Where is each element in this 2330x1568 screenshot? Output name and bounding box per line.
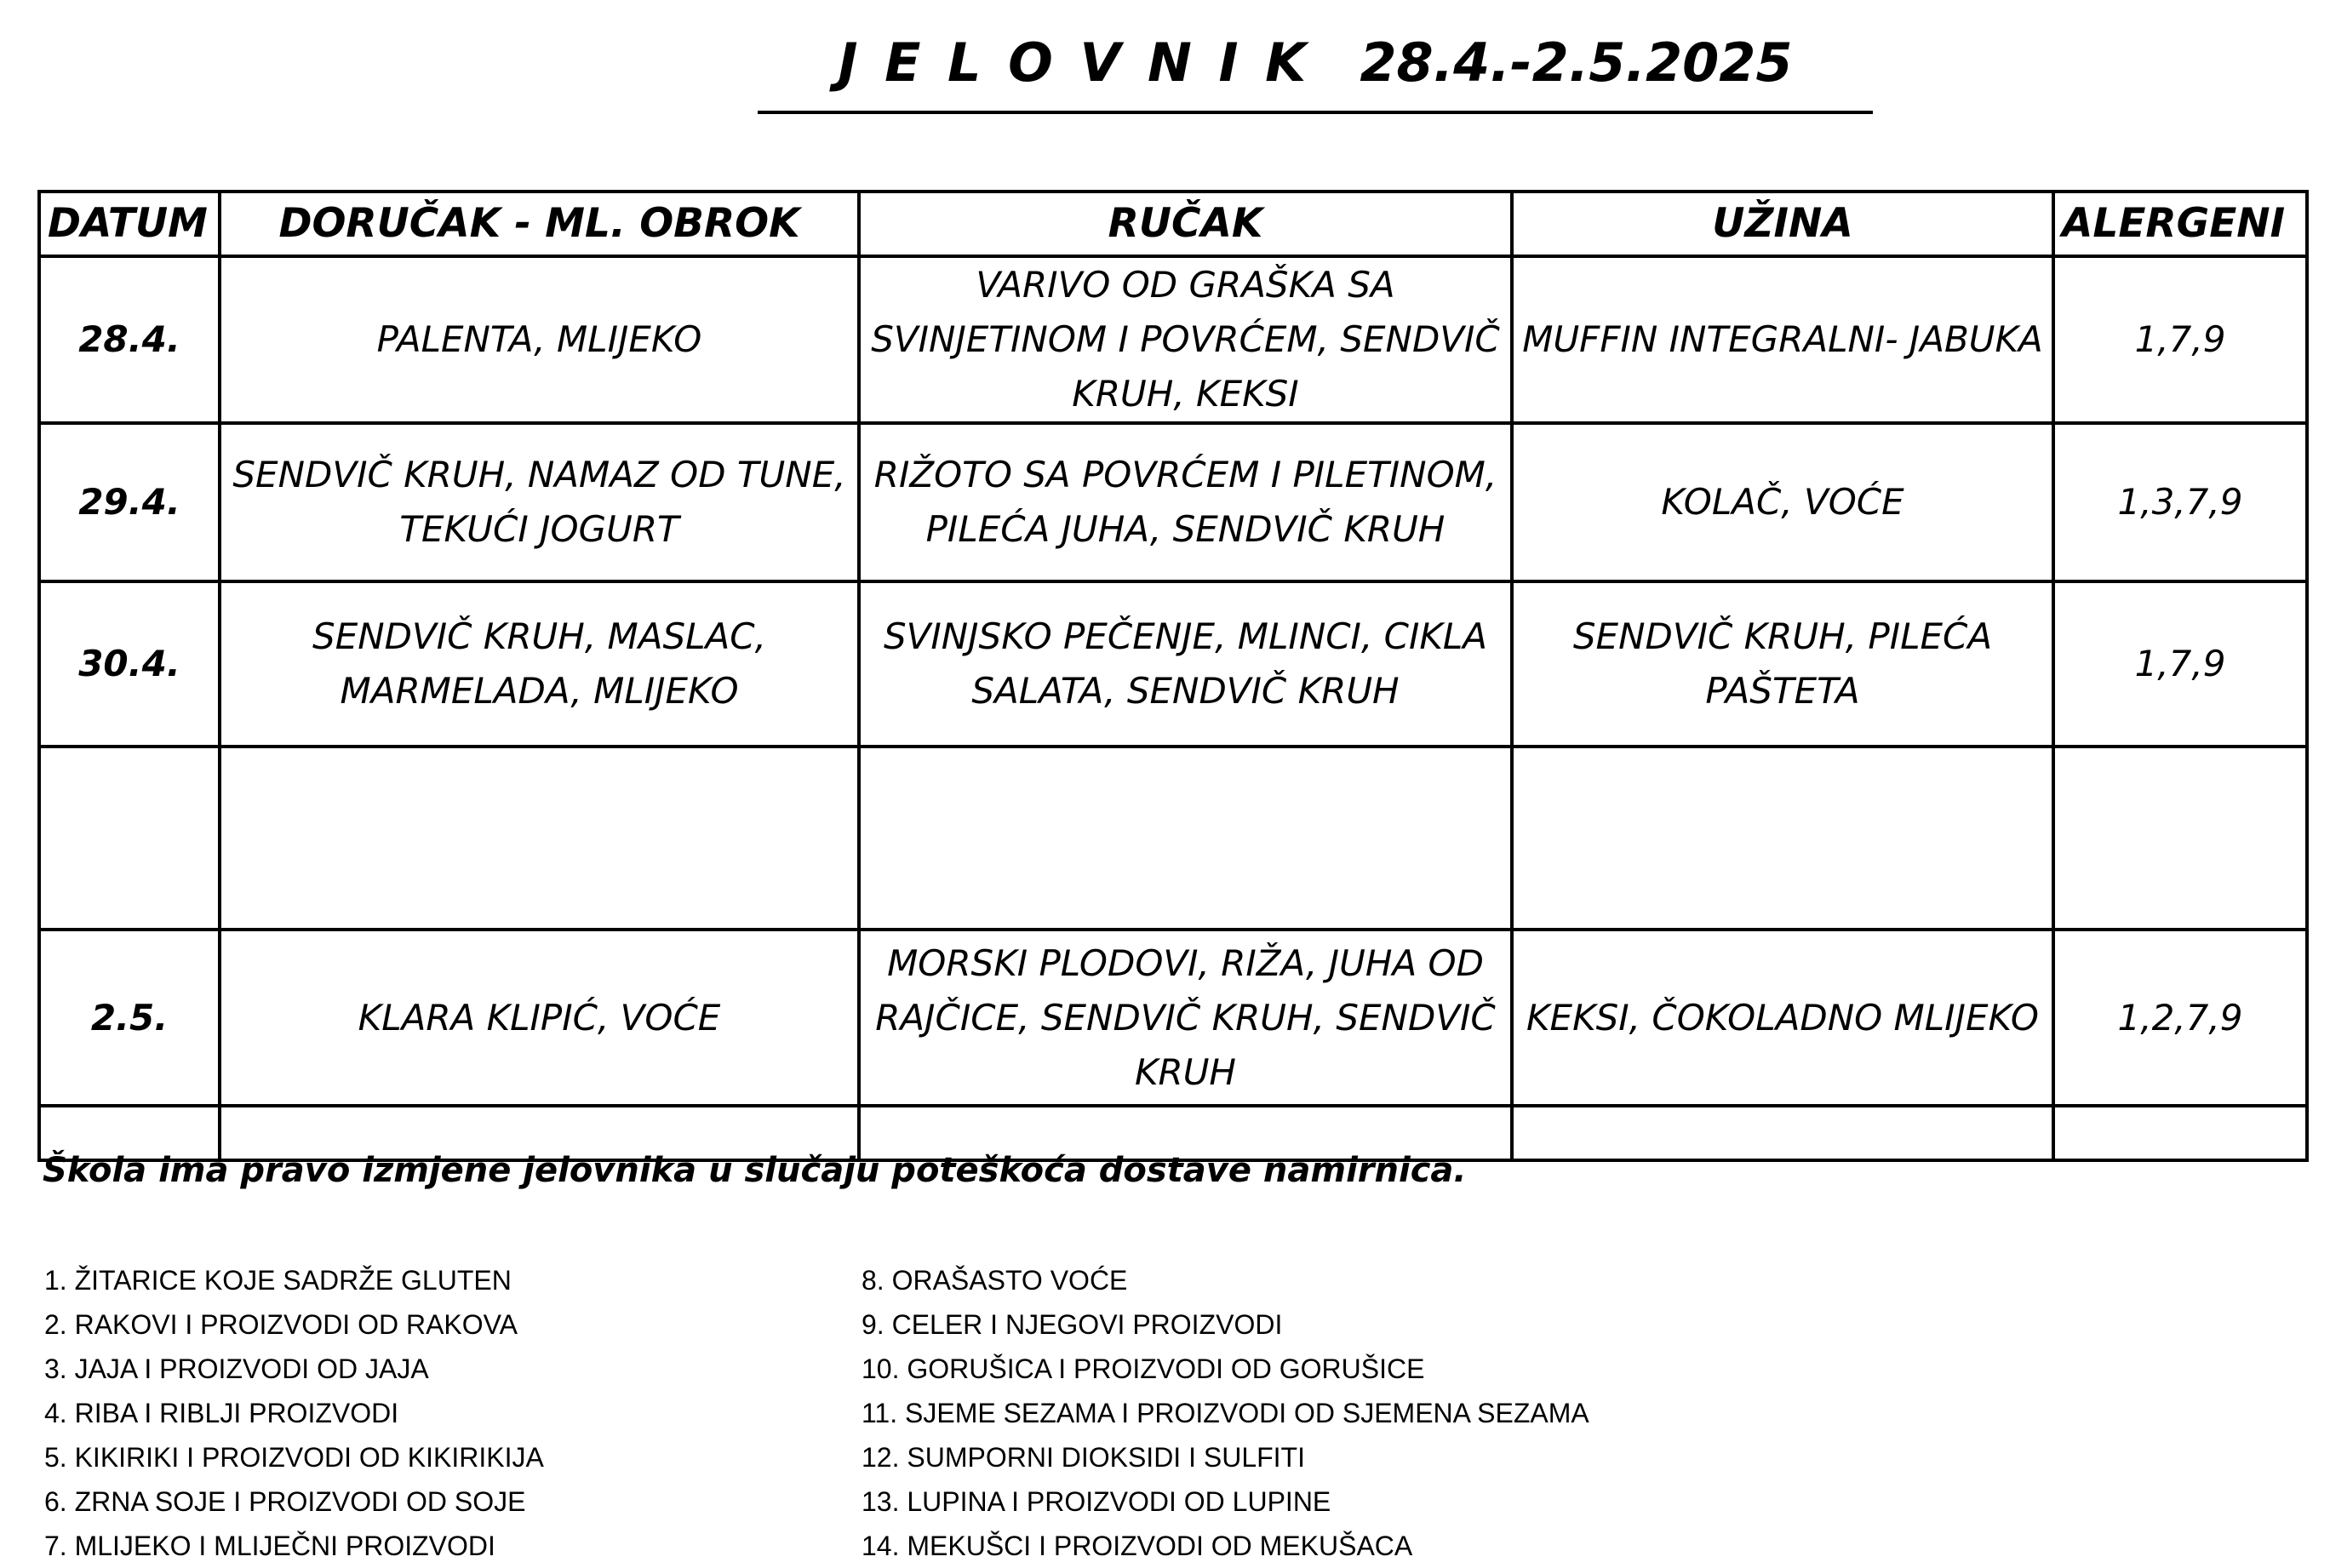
lunch-cell — [859, 256, 1512, 423]
allergens-cell — [2053, 423, 2307, 581]
allergen-legend-item: 4. RIBA I RIBLJI PROIZVODI — [44, 1398, 399, 1428]
allergens-text: 1,2,7,9 — [2117, 996, 2243, 1039]
menu-table — [37, 190, 2309, 1162]
date-cell — [39, 930, 220, 1106]
date-cell — [39, 581, 220, 747]
lunch-cell — [859, 581, 1512, 747]
title-underline — [758, 111, 1873, 114]
menu-change-note: Škola ima pravo izmjene jelovnika u slučaju poteškoća dostave namirnica. — [43, 1151, 1467, 1190]
snack-cell — [1512, 423, 2053, 581]
snack-cell — [1512, 581, 2053, 747]
snack-text: SENDVIČ KRUH, PILEĆA PAŠTETA — [1572, 615, 1993, 712]
table-row — [39, 930, 2307, 1106]
breakfast-cell — [220, 747, 859, 930]
table-row — [39, 256, 2307, 423]
allergen-legend-item: 7. MLIJEKO I MLIJEČNI PROIZVODI — [44, 1531, 495, 1561]
allergen-legend-item: 1. ŽITARICE KOJE SADRŽE GLUTEN — [44, 1265, 512, 1296]
breakfast-cell — [220, 581, 859, 747]
allergen-legend-item: 2. RAKOVI I PROIZVODI OD RAKOVA — [44, 1309, 518, 1340]
header-snack: UŽINA — [1512, 192, 2053, 256]
lunch-cell — [859, 423, 1512, 581]
table-row — [39, 423, 2307, 581]
allergen-legend-left — [44, 1258, 544, 1568]
lunch-text: RIŽOTO SA POVRĆEM I PILETINOM, PILEĆA JUHA, SENDVIČ KRUH — [873, 454, 1497, 550]
breakfast-text: KLARA KLIPIĆ, VOĆE — [358, 996, 721, 1039]
allergen-legend-item: 12. SUMPORNI DIOKSIDI I SULFITI — [862, 1442, 1305, 1473]
lunch-cell — [859, 747, 1512, 930]
snack-cell — [1512, 256, 2053, 423]
header-lunch: RUČAK — [859, 192, 1512, 256]
breakfast-cell — [220, 423, 859, 581]
allergens-cell — [2053, 930, 2307, 1106]
allergen-legend-right — [862, 1258, 1589, 1568]
allergen-legend-item: 3. JAJA I PROIZVODI OD JAJA — [44, 1353, 429, 1384]
allergens-cell — [2053, 747, 2307, 930]
date-text: 30.4. — [78, 643, 180, 684]
header-row — [39, 192, 2307, 256]
lunch-text: SVINJSKO PEČENJE, MLINCI, CIKLA SALATA, SENDVIČ KRUH — [883, 615, 1488, 712]
allergens-text: 1,7,9 — [2134, 318, 2226, 360]
breakfast-cell — [220, 256, 859, 423]
snack-cell — [1512, 930, 2053, 1106]
allergen-legend-item: 9. CELER I NJEGOVI PROIZVODI — [862, 1309, 1283, 1340]
allergen-legend-item: 5. KIKIRIKI I PROIZVODI OD KIKIRIKIJA — [44, 1442, 544, 1473]
date-text: 28.4. — [78, 318, 180, 360]
allergen-legend-item: 8. ORAŠASTO VOĆE — [862, 1265, 1128, 1296]
allergens-cell — [2053, 256, 2307, 423]
snack-cell — [1512, 747, 2053, 930]
allergens-text: 1,7,9 — [2134, 643, 2226, 684]
table-row — [39, 747, 2307, 930]
breakfast-cell — [220, 930, 859, 1106]
allergens-cell — [2053, 581, 2307, 747]
allergen-legend-item: 6. ZRNA SOJE I PROIZVODI OD SOJE — [44, 1486, 526, 1517]
date-cell — [39, 423, 220, 581]
lunch-cell — [859, 930, 1512, 1106]
allergens-cell — [2053, 1106, 2307, 1160]
breakfast-text: PALENTA, MLIJEKO — [376, 318, 702, 360]
allergen-legend-item: 13. LUPINA I PROIZVODI OD LUPINE — [862, 1486, 1331, 1517]
date-text: 2.5. — [90, 996, 169, 1039]
breakfast-text: SENDVIČ KRUH, MASLAC, MARMELADA, MLIJEKO — [312, 615, 766, 712]
header-allergens: ALERGENI — [2053, 192, 2307, 256]
date-cell — [39, 747, 220, 930]
lunch-text: MORSKI PLODOVI, RIŽA, JUHA OD RAJČICE, SENDVIČ KRUH, SENDVIČ KRUH — [875, 941, 1496, 1093]
allergen-legend-item: 10. GORUŠICA I PROIZVODI OD GORUŠICE — [862, 1353, 1425, 1384]
table-row — [39, 581, 2307, 747]
header-breakfast: DORUČAK - ML. OBROK — [220, 192, 859, 256]
snack-text: KOLAČ, VOĆE — [1661, 481, 1904, 523]
snack-text: KEKSI, ČOKOLADNO MLIJEKO — [1526, 996, 2039, 1039]
snack-text: MUFFIN INTEGRALNI- JABUKA — [1522, 318, 2043, 360]
header-date: DATUM — [39, 192, 220, 256]
snack-cell — [1512, 1106, 2053, 1160]
page-title: J E L O V N I K 28.4.-2.5.2025 — [838, 31, 1793, 94]
allergens-text: 1,3,7,9 — [2117, 481, 2243, 523]
date-text: 29.4. — [78, 481, 180, 523]
date-cell — [39, 256, 220, 423]
allergen-legend-item: 11. SJEME SEZAMA I PROIZVODI OD SJEMENA SEZAMA — [862, 1398, 1589, 1428]
breakfast-text: SENDVIČ KRUH, NAMAZ OD TUNE, TEKUĆI JOGURT — [232, 454, 846, 550]
lunch-text: VARIVO OD GRAŠKA SA SVINJETINOM I POVRĆEM, SENDVIČ KRUH, KEKSI — [871, 264, 1500, 415]
allergen-legend-item: 14. MEKUŠCI I PROIZVODI OD MEKUŠACA — [862, 1531, 1413, 1561]
